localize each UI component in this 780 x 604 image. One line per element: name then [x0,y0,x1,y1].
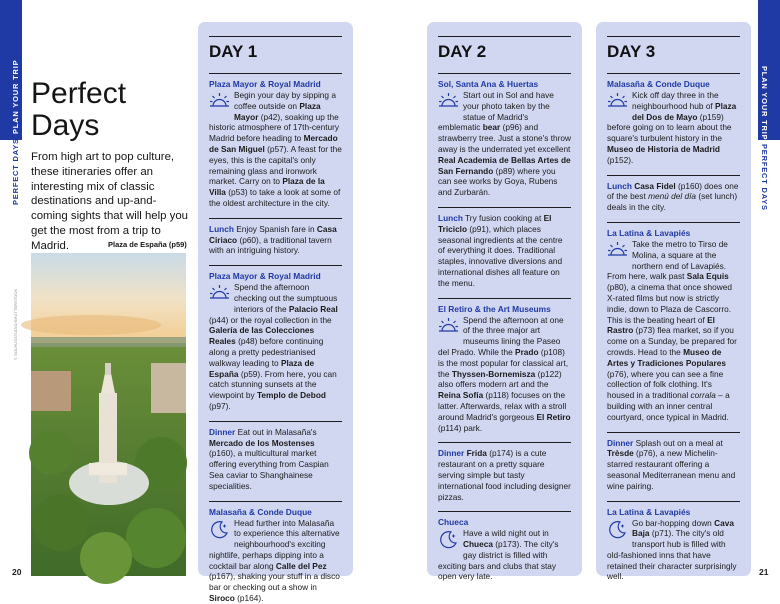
meal-text: Dinner Frida (p174) is a cute restaurant on a pretty square serving simple but tasty international food including designer pizzas. [438,448,571,502]
section-heading: La Latina & Lavapiés [607,222,740,238]
left-tab-label: PLAN YOUR TRIP [11,59,20,134]
day-1-dinner-section [209,421,342,492]
page-number-left: 20 [12,567,22,577]
day-2-title: DAY 2 [438,36,571,62]
page-title [31,78,126,142]
right-tab-label: PLAN YOUR TRIP [760,66,769,141]
section-heading: Malasaña & Conde Duque [209,501,342,517]
section-text: Begin your day by sipping a coffee outside on Plaza Mayor (p42), soaking up the historic atmosphere of 17th-century Madrid before heading to Mercado de San Miguel (p57). A feast for the eyes, this is the capital's only remaining glass and ironwork market. Carry on to Plaza de la Villa (p53) to take a look at some of the oldest architecture in the city. [209,90,342,208]
day-3-lunch-section [607,175,740,213]
day-2-section-el-retiro-the-art-museums [438,298,571,434]
meal-text: Lunch Enjoy Spanish fare in Casa Ciriaco (p60), a traditional tavern with an intriguing history. [209,223,337,256]
day-1-section-malasa-a-conde-duque [209,501,342,604]
sun-icon [438,316,459,337]
moon-icon [209,519,230,540]
section-text: Take the metro to Tirso de Molina, a square at the northern end of Lavapiés. From here, walk past Sala Equis (p80), a cinema that once showed X-rated films but now is strictly indie, down to Plaza de Cascorro. This is the beating heart of El Rastro (p73) flea market, so if you come on a Sunday, be prepared for crowds. Head to the Museo de Artes y Tradiciones Populares (p76), where you can see a fine collection of folk clothing. It's housed in a traditional corrala – a building with an inner central courtyard, once typical in Madrid. [607,238,737,422]
right-section-label: PERFECT DAYS [760,144,769,211]
meal-label: Dinner [607,437,634,448]
left-section-label: PERFECT DAYS [11,138,20,205]
section-heading: Malasaña & Conde Duque [607,73,740,89]
day-2-lunch-section [438,207,571,289]
day-2-dinner-section [438,442,571,502]
meal-label: Dinner [438,448,465,459]
meal-label: Dinner [209,426,236,437]
day-3-dinner-section [607,432,740,492]
day-3-section-malasa-a-conde-duque [607,73,740,166]
day-2-section-chueca [438,511,571,582]
section-text: Go bar-hopping down Cava Baja (p71). The city's old transport hub is filled with old-fashioned inns that have retained their character surprisingly well. [607,517,737,582]
meal-label: Lunch [607,180,632,191]
day-3-title: DAY 3 [607,36,740,62]
day-1-column [198,22,353,604]
meal-label: Lunch [209,223,234,234]
section-heading: Chueca [438,511,571,527]
day-2-column [427,22,582,582]
sun-icon [607,91,628,112]
section-heading: La Latina & Lavapiés [607,501,740,517]
meal-label: Lunch [438,212,463,223]
sun-icon [209,283,230,304]
section-text: Start out in Sol and have your photo taken by the statue of Madrid's emblematic bear (p96) and strawberry tree. Just a stone's throw away is the underrated yet excellent Real Academia de Bellas Artes de San Fernando (p89) where you can see works by Goya, Rubens and Zurbarán. [438,90,572,198]
section-heading: Plaza Mayor & Royal Madrid [209,73,342,89]
page-number-right: 21 [759,567,769,577]
sun-icon [607,240,628,261]
section-heading: El Retiro & the Art Museums [438,298,571,314]
day-1-sections [209,73,342,604]
section-text: Spend the afternoon checking out the sumptuous interiors of the Palacio Real (p44) or the royal collection in the Galería de las Colecciones Reales (p48) before continuing along a pretty pedestrianised walkway leading to Plaza de España (p59). From here, you can catch stunning sunsets at the viewpoint by Templo de Debod (p97). [209,282,338,411]
meal-text: Dinner Eat out in Malasaña's Mercado de los Mostenses (p160), a multicultural market offering everything from Caspian Sea caviar to Shanghainese specialities. [209,426,329,491]
plaza-de-espana-photo [31,253,186,576]
day-3-section-la-latina-lavapi-s [607,222,740,423]
section-text: Have a wild night out in Chueca (p173). The city's gay district is filled with exciting bars and clubs that stay open very late. [438,528,559,582]
day-3-column [596,22,751,582]
day-2-section-sol-santa-ana-huertas [438,73,571,198]
title-line-1: Perfect [31,77,127,110]
sun-icon [209,91,230,112]
section-text: Kick off day three in the neighbourhood hub of Plaza del Dos de Mayo (p159) before going on to learn about the square's turbulent history in the Museo de Historia de Madrid (p152). [607,90,737,165]
meal-text: Lunch Casa Fidel (p160) does one of the best menú del día (set lunch) deals in the city. [607,180,739,213]
section-text: Head further into Malasaña to experience this alternative neighbourhood's exciting nightlife, perhaps dipping into a cocktail bar along Calle del Pez (p167), shaking your stuff in a disco bar or checking out a show in Siroco (p164). [209,517,340,604]
intro-text: From high art to pop culture, these itineraries offer an interesting mix of classic destinations and up-and-coming sights that will help you get the most from a trip to Madrid. [31,151,189,252]
day-1-section-plaza-mayor-royal-madrid [209,73,342,209]
day-1-section-plaza-mayor-royal-madrid [209,265,342,412]
moon-icon [607,519,628,540]
photo-caption: Plaza de España (p59) [108,240,187,249]
section-heading: Plaza Mayor & Royal Madrid [209,265,342,281]
day-3-sections [607,73,740,582]
day-1-lunch-section [209,218,342,256]
day-3-section-la-latina-lavapi-s [607,501,740,583]
title-line-2: Days [31,109,100,142]
sun-icon [438,91,459,112]
section-heading: Sol, Santa Ana & Huertas [438,73,571,89]
meal-text: Lunch Try fusion cooking at El Triciclo (p91), which places seasonal ingredients at the centre of everything it does. Traditional staples, innovative diversions and international dishes all feature on the menu. [438,212,563,288]
section-text: Spend the afternoon at one of the three major art museums lining the Paseo del Prado. While the Prado (p108) is the most popular for classical art, the Thyssen-Bornemisza (p122) also offers modern art and the Reina Sofía (p118) focuses on the latter. Afterwards, relax with a stroll around Madrid's gorgeous El Retiro (p114) park. [438,314,571,433]
photo-credit: © SOLRUSSTUDIO/SHUTTERSTOCK [14,288,18,360]
meal-text: Dinner Splash out on a meal at Trèsde (p76), a new Michelin-starred restaurant offering a seasonal Mediterranean menu and wine pairing. [607,437,736,491]
day-1-title: DAY 1 [209,36,342,62]
day-2-sections [438,73,571,582]
moon-icon [438,529,459,550]
